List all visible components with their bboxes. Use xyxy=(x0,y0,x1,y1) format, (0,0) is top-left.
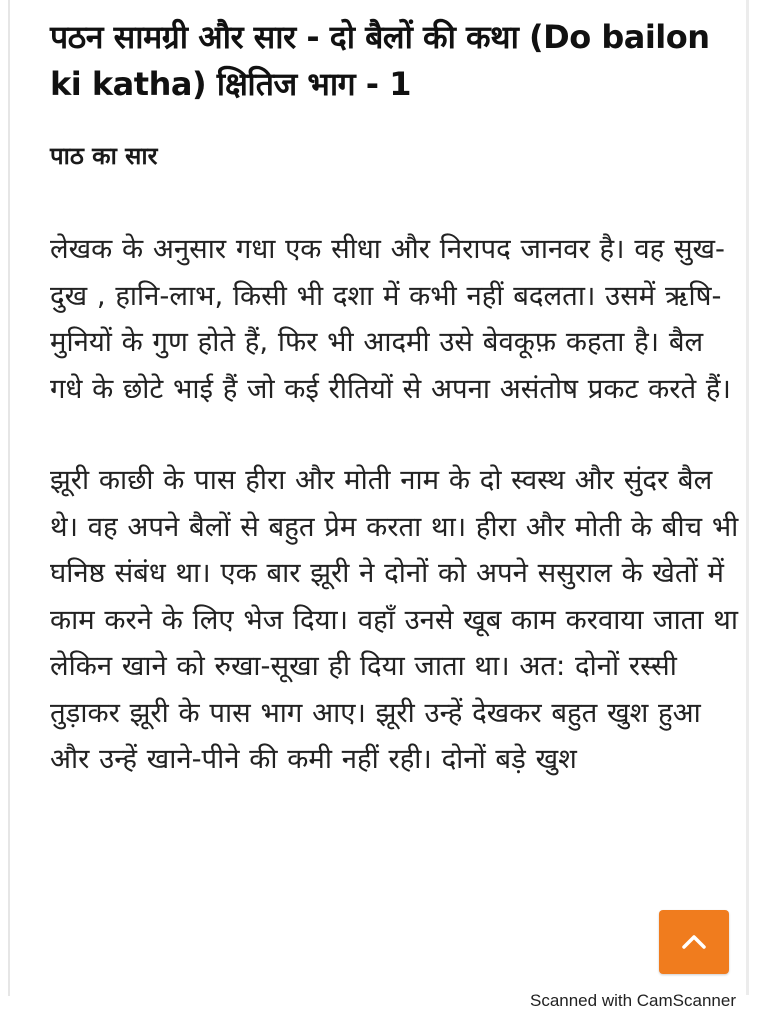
chevron-up-icon xyxy=(681,934,707,950)
scroll-to-top-button[interactable] xyxy=(659,910,729,974)
left-edge-divider xyxy=(8,0,10,1000)
paragraph-summary-2: झूरी काछी के पास हीरा और मोती नाम के दो स्वस्थ और सुंदर बैल थे। वह अपने बैलों से बहुत प्रेम करता था। हीरा और मोती के बीच भी घनिष्ठ संबंध था। एक बार झूरी ने दोनों को अपने ससुराल के खेतों में काम करने के लिए भेज दिया। वहाँ उनसे खूब काम करवाया जाता था लेकिन खाने को रुखा-सूखा ही दिया जाता था। अत: दोनों रस्सी तुड़ाकर झूरी के पास भाग आए। झूरी उन्हें देखकर बहुत खुश हुआ और उन्हें खाने-पीने की कमी नहीं रही। दोनों बड़े खुश xyxy=(50,464,739,775)
right-edge-divider xyxy=(746,0,749,995)
camscanner-watermark: Scanned with CamScanner xyxy=(529,991,736,1010)
article-content xyxy=(50,14,740,783)
section-heading: पाठ का सार xyxy=(50,142,158,170)
article-title: पठन सामग्री और सार - दो बैलों की कथा (Do bailon ki katha) क्षितिज भाग - 1 xyxy=(50,18,710,103)
paragraph-summary-1: लेखक के अनुसार गधा एक सीधा और निरापद जानवर है। वह सुख-दुख , हानि-लाभ, किसी भी दशा में कभी नहीं बदलता। उसमें ऋषि-मुनियों के गुण होते हैं, फिर भी आदमी उसे बेवकूफ़ कहता है। बैल गधे के छोटे भाई हैं जो कई रीतियों से अपना असंतोष प्रकट करते हैं। xyxy=(50,233,731,405)
